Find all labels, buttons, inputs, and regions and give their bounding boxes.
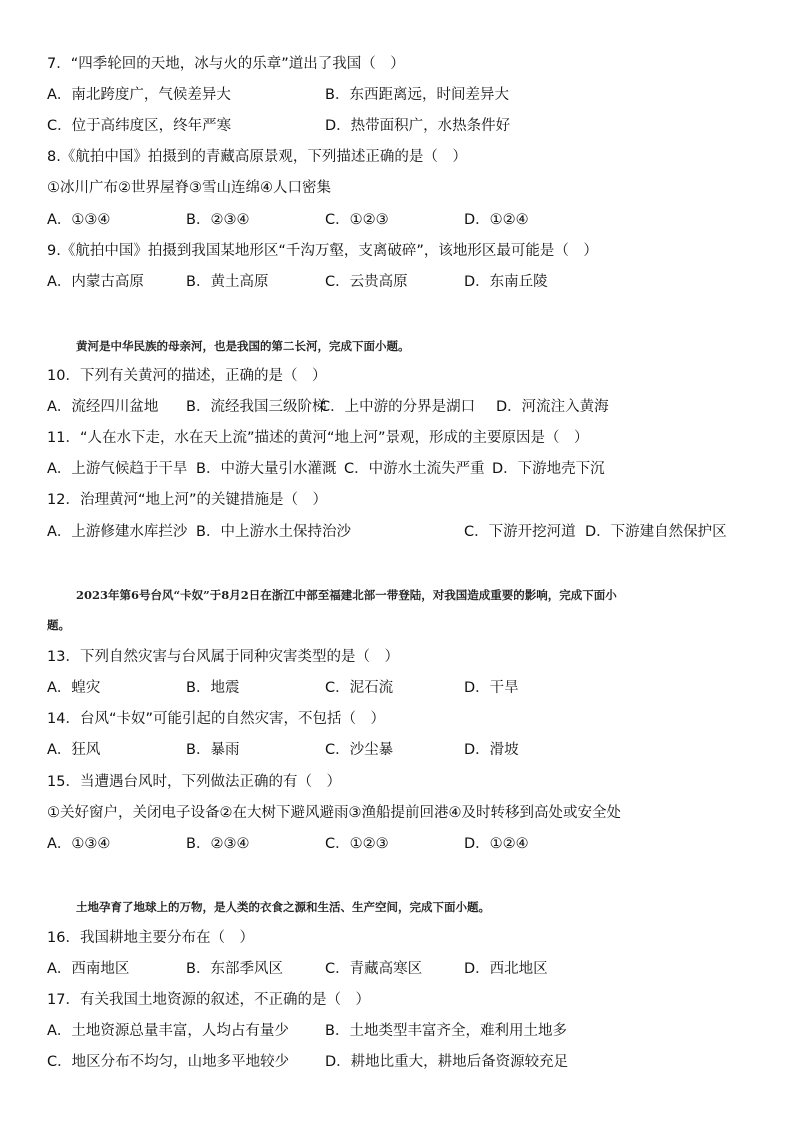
- question-11-option-d: D．下游地壳下沉: [492, 461, 605, 477]
- question-16-option-c: C．青藏高寒区: [325, 961, 423, 977]
- question-16-option-a: A．西南地区: [47, 961, 130, 977]
- question-17-stem: 17．有关我国土地资源的叙述，不正确的是（ ）: [47, 992, 370, 1008]
- question-12-option-a: A．上游修建水库拦沙: [47, 524, 188, 540]
- question-14-option-b: B．暴雨: [186, 742, 240, 758]
- question-13-stem: 13．下列自然灾害与台风属于同种灾害类型的是（ ）: [47, 649, 399, 665]
- question-15-items: ①关好窗户，关闭电子设备②在大树下避风避雨③渔船提前回港④及时转移到高处或安全处: [47, 805, 621, 821]
- question-8-stem: 8.《航拍中国》拍摄到的青藏高原景观，下列描述正确的是（ ）: [47, 149, 467, 165]
- question-11-option-c: C．中游水土流失严重: [344, 461, 485, 477]
- question-7-stem: 7．“四季轮回的天地，冰与火的乐章”道出了我国（ ）: [47, 56, 405, 72]
- question-11-option-a: A．上游气候趋于干旱: [47, 461, 188, 477]
- question-7-option-d: D．热带面积广，水热条件好: [325, 118, 511, 134]
- question-13-option-d: D．干旱: [464, 680, 519, 696]
- question-13-option-c: C．泥石流: [325, 680, 394, 696]
- question-9-option-d: D．东南丘陵: [464, 274, 548, 290]
- question-17-option-b: B．土地类型丰富齐全，难利用土地多: [325, 1023, 567, 1039]
- question-11-stem: 11．“人在水下走，水在天上流”描述的黄河“地上河”景观，形成的主要原因是（ ）: [47, 430, 589, 446]
- question-9-option-b: B．黄土高原: [186, 274, 269, 290]
- question-12-stem: 12．治理黄河“地上河”的关键措施是（ ）: [47, 492, 327, 508]
- question-15-option-d: D．①②④: [464, 836, 529, 852]
- question-9-option-c: C．云贵高原: [325, 274, 408, 290]
- question-10-stem: 10．下列有关黄河的描述，正确的是（ ）: [47, 368, 327, 384]
- question-8-option-c: C．①②③: [325, 212, 389, 228]
- question-17-option-c: C．地区分布不均匀，山地多平地较少: [47, 1054, 290, 1070]
- question-10-option-d: D．河流注入黄海: [496, 399, 609, 415]
- question-8-option-a: A．①③④: [47, 212, 111, 228]
- question-9-option-a: A．内蒙古高原: [47, 274, 144, 290]
- question-16-stem: 16．我国耕地主要分布在（ ）: [47, 930, 254, 946]
- question-16-option-b: B．东部季风区: [186, 961, 283, 977]
- question-11-option-b: B．中游大量引水灌溉: [196, 461, 337, 477]
- question-14-stem: 14．台风“卡奴”可能引起的自然灾害，不包括（ ）: [47, 711, 385, 727]
- question-14-option-c: C．沙尘暴: [325, 742, 394, 758]
- question-10-option-c: C．上中游的分界是湖口: [320, 399, 476, 415]
- question-9-stem: 9.《航拍中国》拍摄到我国某地形区“千沟万壑，支离破碎”，该地形区最可能是（ ）: [47, 243, 598, 259]
- question-7-option-c: C．位于高纬度区，终年严寒: [47, 118, 232, 134]
- intro-typhoon-line-2: 题。: [47, 618, 70, 632]
- question-7-option-a: A．南北跨度广，气候差异大: [47, 87, 231, 103]
- intro-land: 土地孕育了地球上的万物，是人类的衣食之源和生活、生产空间，完成下面小题。: [76, 900, 490, 914]
- question-17-option-d: D．耕地比重大，耕地后备资源较充足: [325, 1054, 569, 1070]
- question-8-option-b: B．②③④: [186, 212, 250, 228]
- question-8-items: ①冰川广布②世界屋脊③雪山连绵④人口密集: [47, 180, 331, 196]
- question-8-option-d: D．①②④: [464, 212, 529, 228]
- question-13-option-a: A．蝗灾: [47, 680, 101, 696]
- question-10-option-a: A．流经四川盆地: [47, 399, 159, 415]
- question-17-option-a: A．土地资源总量丰富，人均占有量少: [47, 1023, 289, 1039]
- question-15-option-b: B．②③④: [186, 836, 250, 852]
- question-13-option-b: B．地震: [186, 680, 240, 696]
- question-16-option-d: D．西北地区: [464, 961, 548, 977]
- question-15-option-c: C．①②③: [325, 836, 389, 852]
- question-15-option-a: A．①③④: [47, 836, 111, 852]
- question-12-option-b: B．中上游水土保持治沙: [196, 524, 351, 540]
- question-12-option-c: C．下游开挖河道: [464, 524, 576, 540]
- intro-typhoon-line-1: 2023年第6号台风“卡奴”于8月2日在浙江中部至福建北部一带登陆，对我国造成重要的影响，完成下面小: [76, 588, 617, 602]
- question-15-stem: 15．当遭遇台风时，下列做法正确的有（ ）: [47, 774, 341, 790]
- question-10-option-b: B．流经我国三级阶梯: [186, 399, 327, 415]
- question-14-option-a: A．狂风: [47, 742, 101, 758]
- intro-yellow-river: 黄河是中华民族的母亲河，也是我国的第二长河，完成下面小题。: [76, 339, 410, 353]
- question-7-option-b: B．东西距离远，时间差异大: [325, 87, 509, 103]
- question-14-option-d: D．滑坡: [464, 742, 519, 758]
- question-12-option-d: D．下游建自然保护区: [585, 524, 727, 540]
